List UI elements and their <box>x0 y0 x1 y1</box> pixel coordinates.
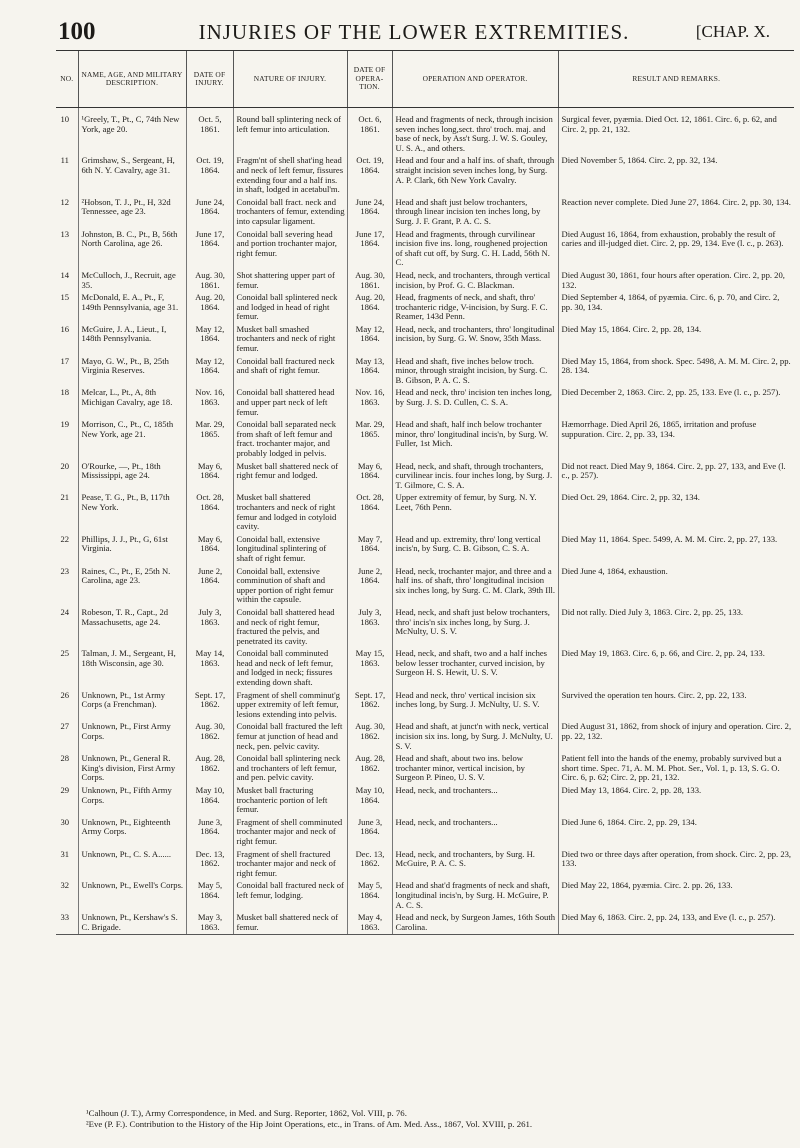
date-of-operation-cell: May 7, 1864. <box>347 534 392 566</box>
patient-name-cell: Unknown, Pt., First Army Corps. <box>78 721 186 753</box>
nature-of-injury-cell: Conoidal ball, extensive comminution of shaft and upper portion of right femur within the capsule. <box>233 566 347 607</box>
row-number-cell: 21 <box>60 492 70 503</box>
patient-name-cell: McCulloch, J., Recruit, age 35. <box>78 270 186 292</box>
table-header-row <box>56 51 794 108</box>
result-and-remarks-cell: Reaction never complete. Died June 27, 1864. Circ. 2, pp. 30, 134. <box>558 197 794 229</box>
nature-of-injury-cell: Fragment of shell comminut'g upper extremity of left femur, lesions extending into pelvis. <box>233 690 347 722</box>
date-of-operation-cell: May 13, 1864. <box>347 356 392 388</box>
date-of-operation-cell: Nov. 16, 1863. <box>347 387 392 419</box>
row-number-cell: 27 <box>60 721 70 732</box>
table-row <box>56 534 794 566</box>
table-row <box>56 270 794 292</box>
table-body <box>56 108 794 935</box>
date-of-operation-cell: Aug. 28, 1862. <box>347 753 392 785</box>
operation-and-operator-cell: Head and neck, thro' vertical incision six inches long, by Surg. J. McNulty, U. S. V. <box>392 690 558 722</box>
date-of-operation-cell: Oct. 6, 1861. <box>347 108 392 156</box>
date-of-operation-cell: Aug. 20, 1864. <box>347 292 392 324</box>
operation-and-operator-cell: Head and neck, by Surgeon James, 16th South Carolina. <box>392 912 558 935</box>
result-and-remarks-cell: Died June 6, 1864. Circ. 2, pp. 29, 134. <box>558 817 794 849</box>
table-row <box>56 607 794 648</box>
operation-and-operator-cell: Head, neck, and trochanters, by Surg. H. McGuire, P. A. C. S. <box>392 849 558 881</box>
result-and-remarks-cell: Survived the operation ten hours. Circ. 2, pp. 22, 133. <box>558 690 794 722</box>
result-and-remarks-cell: Died December 2, 1863. Circ. 2, pp. 25, 133. Eve (l. c., p. 257). <box>558 387 794 419</box>
table-row <box>56 324 794 356</box>
table-row <box>56 197 794 229</box>
operation-and-operator-cell: Head and shat'd fragments of neck and shaft, longitudinal incis'n, by Surg. H. McGuire, P. A. C. S. <box>392 880 558 912</box>
operation-and-operator-cell: Head and up. extremity, thro' long vertical incis'n, by Surg. C. B. Gibson, C. S. A. <box>392 534 558 566</box>
operation-and-operator-cell: Head, neck, and shaft just below trochanters, thro' incis'n six inches long, by Surg. J. McNulty, U. S. V. <box>392 607 558 648</box>
row-number-cell: 31 <box>60 848 70 859</box>
date-of-operation-cell: Aug. 30, 1862. <box>347 721 392 753</box>
row-number-cell: 26 <box>60 689 70 700</box>
col-header-operation: OPERATION AND OPERATOR. <box>392 51 558 108</box>
col-header-date-operation: DATE OF OPERA-TION. <box>347 51 392 108</box>
nature-of-injury-cell: Conoidal ball shattered head and neck of right femur, fractured the pelvis, and penetrated its cavity. <box>233 607 347 648</box>
footnote-1: ¹Calhoun (J. T.), Army Correspondence, in Med. and Surg. Reporter, 1862, Vol. VIII, p. 76. <box>86 1108 407 1118</box>
table-row <box>56 387 794 419</box>
patient-name-cell: Grimshaw, S., Sergeant, H, 6th N. Y. Cavalry, age 31. <box>78 155 186 196</box>
nature-of-injury-cell: Shot shattering upper part of femur. <box>233 270 347 292</box>
chapter-label: [CHAP. X. <box>695 22 770 41</box>
result-and-remarks-cell: Died May 6, 1863. Circ. 2, pp. 24, 133, and Eve (l. c., p. 257). <box>558 912 794 935</box>
result-and-remarks-cell: Died June 4, 1864, exhaustion. <box>558 566 794 607</box>
table-row <box>56 849 794 881</box>
date-of-injury-cell: Oct. 5, 1861. <box>186 108 233 156</box>
table-row <box>56 229 794 270</box>
patient-name-cell: McDonald, E. A., Pt., F, 149th Pennsylvania, age 31. <box>78 292 186 324</box>
date-of-injury-cell: May 12, 1864. <box>186 356 233 388</box>
date-of-operation-cell: May 4, 1863. <box>347 912 392 935</box>
date-of-operation-cell: Oct. 19, 1864. <box>347 155 392 196</box>
result-and-remarks-cell: Died May 22, 1864, pyæmia. Circ. 2. pp. 26, 133. <box>558 880 794 912</box>
date-of-operation-cell: Dec. 13, 1862. <box>347 849 392 881</box>
nature-of-injury-cell: Conoidal ball fractured neck of left femur, lodging. <box>233 880 347 912</box>
patient-name-cell: Unknown, Pt., Fifth Army Corps. <box>78 785 186 817</box>
date-of-operation-cell: May 12, 1864. <box>347 324 392 356</box>
patient-name-cell: Raines, C., Pt., E, 25th N. Carolina, age 23. <box>78 566 186 607</box>
date-of-operation-cell: Mar. 29, 1865. <box>347 419 392 460</box>
patient-name-cell: Johnston, B. C., Pt., B, 56th North Carolina, age 26. <box>78 229 186 270</box>
row-number-cell: 29 <box>60 785 70 795</box>
patient-name-cell: ²Hobson, T. J., Pt., H, 32d Tennessee, age 23. <box>78 197 186 229</box>
date-of-injury-cell: May 10, 1864. <box>186 785 233 817</box>
date-of-injury-cell: May 5, 1864. <box>186 880 233 912</box>
table-row <box>56 292 794 324</box>
result-and-remarks-cell: Died August 30, 1861, four hours after operation. Circ. 2, pp. 20, 132. <box>558 270 794 292</box>
nature-of-injury-cell: Musket ball smashed trochanters and neck of right femur. <box>233 324 347 356</box>
date-of-injury-cell: June 3, 1864. <box>186 817 233 849</box>
row-number-cell: 13 <box>60 228 70 239</box>
date-of-injury-cell: June 17, 1864. <box>186 229 233 270</box>
result-and-remarks-cell: Did not react. Died May 9, 1864. Circ. 2, pp. 27, 133, and Eve (l. c., p. 257). <box>558 461 794 493</box>
table-row <box>56 648 794 689</box>
date-of-injury-cell: June 2, 1864. <box>186 566 233 607</box>
date-of-injury-cell: May 12, 1864. <box>186 324 233 356</box>
row-number-cell: 32 <box>60 880 70 891</box>
operation-and-operator-cell: Head and shaft, half inch below trochanter minor, thro' longitudinal incis'n, by Surg. W. Fuller, 1st Mich. <box>392 419 558 460</box>
date-of-operation-cell: Sept. 17, 1862. <box>347 690 392 722</box>
table-row <box>56 880 794 912</box>
date-of-operation-cell: May 10, 1864. <box>347 785 392 817</box>
running-title: INJURIES OF THE LOWER EXTREMITIES. <box>198 20 630 44</box>
patient-name-cell: O'Rourke, —, Pt., 18th Mississippi, age 24. <box>78 461 186 493</box>
nature-of-injury-cell: Fragment of shell comminuted trochanter major and neck of right femur. <box>233 817 347 849</box>
result-and-remarks-cell: Died May 11, 1864. Spec. 5499, A. M. M. Circ. 2, pp. 27, 133. <box>558 534 794 566</box>
operation-and-operator-cell: Head, neck, and shaft, two and a half inches below lesser trochanter, curved incision, by Surgeon H. S. Hewit, U. S. V. <box>392 648 558 689</box>
nature-of-injury-cell: Conoidal ball fract. neck and trochanters of femur, extending into capsular ligament. <box>233 197 347 229</box>
operation-and-operator-cell: Head and fragments, through curvilinear incision five ins. long, roughened projection of shaft cut off, by Surg. C. H. Ladd, 56th N. C. <box>392 229 558 270</box>
date-of-operation-cell: May 15, 1863. <box>347 648 392 689</box>
row-number-cell: 23 <box>60 565 70 576</box>
row-number-cell: 30 <box>60 816 70 827</box>
patient-name-cell: Unknown, Pt., Ewell's Corps. <box>78 880 186 912</box>
table-row <box>56 721 794 753</box>
nature-of-injury-cell: Conoidal ball shattered head and upper part neck of left femur. <box>233 387 347 419</box>
col-header-name: NAME, AGE, AND MILITARY DESCRIPTION. <box>78 51 186 108</box>
nature-of-injury-cell: Fragm'nt of shell shat'ing head and neck of left femur, fissures extending four and a half ins. in shaft, lodged in acetabul'm. <box>233 155 347 196</box>
operation-and-operator-cell: Head and shaft just below trochanters, through linear incision ten inches long, by Surg. J. F. Grant, P. A. C. S. <box>392 197 558 229</box>
result-and-remarks-cell: Died Oct. 29, 1864. Circ. 2, pp. 32, 134. <box>558 492 794 533</box>
col-header-date-injury: DATE OF INJURY. <box>186 51 233 108</box>
nature-of-injury-cell: Conoidal ball severing head and portion trochanter major, right femur. <box>233 229 347 270</box>
date-of-injury-cell: Nov. 16, 1863. <box>186 387 233 419</box>
operation-and-operator-cell: Head, neck, trochanter major, and three and a half ins. of shaft, thro' longitudinal incision six inches long, by Surg. C. M. Clark, 39th Ill. <box>392 566 558 607</box>
row-number-cell: 22 <box>60 533 70 544</box>
date-of-injury-cell: June 24, 1864. <box>186 197 233 229</box>
nature-of-injury-cell: Conoidal ball separated neck from shaft of left femur and fract. trochanter major, and probably lodged in pelvis. <box>233 419 347 460</box>
result-and-remarks-cell: Did not rally. Died July 3, 1863. Circ. 2, pp. 25, 133. <box>558 607 794 648</box>
row-number-cell: 28 <box>60 753 70 764</box>
operation-and-operator-cell: Head and four and a half ins. of shaft, through straight incision seven inches long, by Surg. A. P. Clark, 6th New York Cavalry. <box>392 155 558 196</box>
operation-and-operator-cell: Head and shaft, five inches below troch. minor, through straight incision, by Surg. C. B. Gibson, P. A. C. S. <box>392 356 558 388</box>
patient-name-cell: McGuire, J. A., Lieut., I, 148th Pennsylvania. <box>78 324 186 356</box>
patient-name-cell: Talman, J. M., Sergeant, H, 18th Wisconsin, age 30. <box>78 648 186 689</box>
result-and-remarks-cell: Died August 31, 1862, from shock of injury and operation. Circ. 2, pp. 22, 132. <box>558 721 794 753</box>
date-of-operation-cell: Oct. 28, 1864. <box>347 492 392 533</box>
row-number-cell: 10 <box>60 114 70 124</box>
patient-name-cell: Mayo, G. W., Pt., B, 25th Virginia Reserves. <box>78 356 186 388</box>
date-of-operation-cell: June 3, 1864. <box>347 817 392 849</box>
nature-of-injury-cell: Conoidal ball fractured the left femur at junction of head and neck, pen. pelvic cavity. <box>233 721 347 753</box>
nature-of-injury-cell: Musket ball shattered trochanters and neck of right femur and lodged in cotyloid cavity. <box>233 492 347 533</box>
date-of-injury-cell: May 3, 1863. <box>186 912 233 935</box>
col-header-result: RESULT AND REMARKS. <box>558 51 794 108</box>
table-row <box>56 912 794 935</box>
row-number-cell: 25 <box>60 648 70 659</box>
operation-and-operator-cell: Head and neck, thro' incision ten inches long, by Surg. J. S. D. Cullen, C. S. A. <box>392 387 558 419</box>
result-and-remarks-cell: Died November 5, 1864. Circ. 2, pp. 32, 134. <box>558 155 794 196</box>
patient-name-cell: Morrison, C., Pt., C, 185th New York, age 21. <box>78 419 186 460</box>
date-of-injury-cell: Aug. 28, 1862. <box>186 753 233 785</box>
operation-and-operator-cell: Head, fragments of neck, and shaft, thro' trochanteric ridge, V-incision, by Surg. F. C. Reamer, 143d Penn. <box>392 292 558 324</box>
patient-name-cell: Robeson, T. R., Capt., 2d Massachusetts, age 24. <box>78 607 186 648</box>
date-of-operation-cell: June 2, 1864. <box>347 566 392 607</box>
table-row <box>56 461 794 493</box>
patient-name-cell: Unknown, Pt., General R. King's division, First Army Corps. <box>78 753 186 785</box>
date-of-injury-cell: Aug. 30, 1862. <box>186 721 233 753</box>
table-row <box>56 817 794 849</box>
date-of-injury-cell: Aug. 20, 1864. <box>186 292 233 324</box>
table-row <box>56 566 794 607</box>
patient-name-cell: Phillips, J. J., Pt., G, 61st Virginia. <box>78 534 186 566</box>
date-of-injury-cell: May 14, 1863. <box>186 648 233 689</box>
table-row <box>56 419 794 460</box>
running-header <box>58 18 770 44</box>
operation-and-operator-cell: Upper extremity of femur, by Surg. N. Y. Leet, 76th Penn. <box>392 492 558 533</box>
result-and-remarks-cell: Patient fell into the hands of the enemy, probably survived but a short time. Spec. 71, A. M. M. Phot. Ser., Vol. 1, p. 13, S. G. O. Circ. 6, p. 62; Circ. 2, pp. 21, 132. <box>558 753 794 785</box>
table-row <box>56 753 794 785</box>
row-number-cell: 18 <box>60 387 70 398</box>
date-of-injury-cell: July 3, 1863. <box>186 607 233 648</box>
date-of-injury-cell: Aug. 30, 1861. <box>186 270 233 292</box>
footnotes <box>58 1108 778 1130</box>
result-and-remarks-cell: Died September 4, 1864, of pyæmia. Circ. 6, p. 70, and Circ. 2, pp. 30, 134. <box>558 292 794 324</box>
date-of-injury-cell: Mar. 29, 1865. <box>186 419 233 460</box>
operation-and-operator-cell: Head, neck, and trochanters, through vertical incision, by Prof. G. C. Blackman. <box>392 270 558 292</box>
operation-and-operator-cell: Head and shaft, about two ins. below trochanter minor, vertical incision, by Surgeon P. Pineo, U. S. V. <box>392 753 558 785</box>
date-of-injury-cell: May 6, 1864. <box>186 461 233 493</box>
result-and-remarks-cell: Died May 15, 1864, from shock. Spec. 5498, A. M. M. Circ. 2, pp. 28. 134. <box>558 356 794 388</box>
date-of-operation-cell: June 24, 1864. <box>347 197 392 229</box>
table-row <box>56 108 794 156</box>
date-of-operation-cell: June 17, 1864. <box>347 229 392 270</box>
result-and-remarks-cell: Died May 13, 1864. Circ. 2, pp. 28, 133. <box>558 785 794 817</box>
result-and-remarks-cell: Hæmorrhage. Died April 26, 1865, irritation and profuse suppuration. Circ. 2, pp. 33, 134. <box>558 419 794 460</box>
patient-name-cell: Melcar, L., Pt., A, 8th Michigan Cavalry, age 18. <box>78 387 186 419</box>
operation-and-operator-cell: Head, neck, and trochanters... <box>392 817 558 849</box>
table-row <box>56 690 794 722</box>
table-row <box>56 356 794 388</box>
date-of-operation-cell: July 3, 1863. <box>347 607 392 648</box>
date-of-operation-cell: Aug. 30, 1861. <box>347 270 392 292</box>
date-of-injury-cell: Dec. 13, 1862. <box>186 849 233 881</box>
nature-of-injury-cell: Conoidal ball, extensive longitudinal splintering of shaft of right femur. <box>233 534 347 566</box>
operations-table <box>56 50 794 935</box>
result-and-remarks-cell: Died August 16, 1864, from exhaustion, probably the result of caries and ill-judged diet. Circ. 2, pp. 29, 134. Eve (l. c., p. 263). <box>558 229 794 270</box>
date-of-operation-cell: May 6, 1864. <box>347 461 392 493</box>
nature-of-injury-cell: Musket ball fracturing trochanteric portion of left femur. <box>233 785 347 817</box>
row-number-cell: 19 <box>60 419 70 430</box>
nature-of-injury-cell: Conoidal ball splintering neck and trochanters of left femur, and pen. pelvic cavity. <box>233 753 347 785</box>
result-and-remarks-cell: Died May 19, 1863. Circ. 6, p. 66, and Circ. 2, pp. 24, 133. <box>558 648 794 689</box>
nature-of-injury-cell: Round ball splintering neck of left femur into articulation. <box>233 108 347 156</box>
footnote-2: ²Eve (P. F.). Contribution to the History of the Hip Joint Operations, etc., in Trans. of Am. Med. Ass., 1867, Vol. XVIII, p. 261. <box>86 1119 533 1129</box>
date-of-injury-cell: Oct. 28, 1864. <box>186 492 233 533</box>
table-row <box>56 785 794 817</box>
operation-and-operator-cell: Head, neck, and trochanters... <box>392 785 558 817</box>
patient-name-cell: ¹Greely, T., Pt., C, 74th New York, age 20. <box>78 108 186 156</box>
date-of-operation-cell: May 5, 1864. <box>347 880 392 912</box>
row-number-cell: 12 <box>60 196 70 207</box>
patient-name-cell: Unknown, Pt., Kershaw's S. C. Brigade. <box>78 912 186 935</box>
patient-name-cell: Unknown, Pt., Eighteenth Army Corps. <box>78 817 186 849</box>
row-number-cell: 33 <box>56 912 78 935</box>
patient-name-cell: Pease, T. G., Pt., B, 117th New York. <box>78 492 186 533</box>
row-number-cell: 14 <box>60 269 70 280</box>
result-and-remarks-cell: Surgical fever, pyæmia. Died Oct. 12, 1861. Circ. 6, p. 62, and Circ. 2, pp. 21, 132. <box>558 108 794 156</box>
operation-and-operator-cell: Head, neck, and trochanters, thro' longitudinal incision, by Surg. G. W. Snow, 35th Mass. <box>392 324 558 356</box>
table-row <box>56 155 794 196</box>
table-row <box>56 492 794 533</box>
nature-of-injury-cell: Musket ball shattered neck of right femur and lodged. <box>233 461 347 493</box>
col-header-no: NO. <box>56 51 78 108</box>
result-and-remarks-cell: Died May 15, 1864. Circ. 2, pp. 28, 134. <box>558 324 794 356</box>
date-of-injury-cell: Oct. 19, 1864. <box>186 155 233 196</box>
row-number-cell: 20 <box>60 460 70 471</box>
operation-and-operator-cell: Head and shaft, at junct'n with neck, vertical incision six ins. long, by Surg. J. McNulty, U. S. V. <box>392 721 558 753</box>
nature-of-injury-cell: Conoidal ball comminuted head and neck of left femur, and lodged in neck; fissures extending down shaft. <box>233 648 347 689</box>
patient-name-cell: Unknown, Pt., 1st Army Corps (a Frenchman). <box>78 690 186 722</box>
row-number-cell: 17 <box>60 355 70 366</box>
operation-and-operator-cell: Head, neck, and shaft, through trochanters, curvilinear incis. four inches long, by Surg. J. T. Gilmore, C. S. A. <box>392 461 558 493</box>
page-number: 100 <box>58 18 96 45</box>
nature-of-injury-cell: Conoidal ball splintered neck and lodged in head of right femur. <box>233 292 347 324</box>
result-and-remarks-cell: Died two or three days after operation, from shock. Circ. 2, pp. 23, 133. <box>558 849 794 881</box>
operation-and-operator-cell: Head and fragments of neck, through incision seven inches long,sect. thro' troch. maj. and base of neck, by Ass't Surg. J. W. S. Gouley, U. S. A., and others. <box>392 108 558 156</box>
nature-of-injury-cell: Conoidal ball fractured neck and shaft of right femur. <box>233 356 347 388</box>
row-number-cell: 24 <box>60 606 70 617</box>
date-of-injury-cell: Sept. 17, 1862. <box>186 690 233 722</box>
row-number-cell: 16 <box>60 323 70 334</box>
col-header-nature: NATURE OF INJURY. <box>233 51 347 108</box>
row-number-cell: 15 <box>60 292 70 303</box>
nature-of-injury-cell: Musket ball shattered neck of femur. <box>233 912 347 935</box>
row-number-cell: 11 <box>60 155 69 166</box>
nature-of-injury-cell: Fragment of shell fractured trochanter major and neck of right femur. <box>233 849 347 881</box>
date-of-injury-cell: May 6, 1864. <box>186 534 233 566</box>
patient-name-cell: Unknown, Pt., C. S. A...... <box>78 849 186 881</box>
